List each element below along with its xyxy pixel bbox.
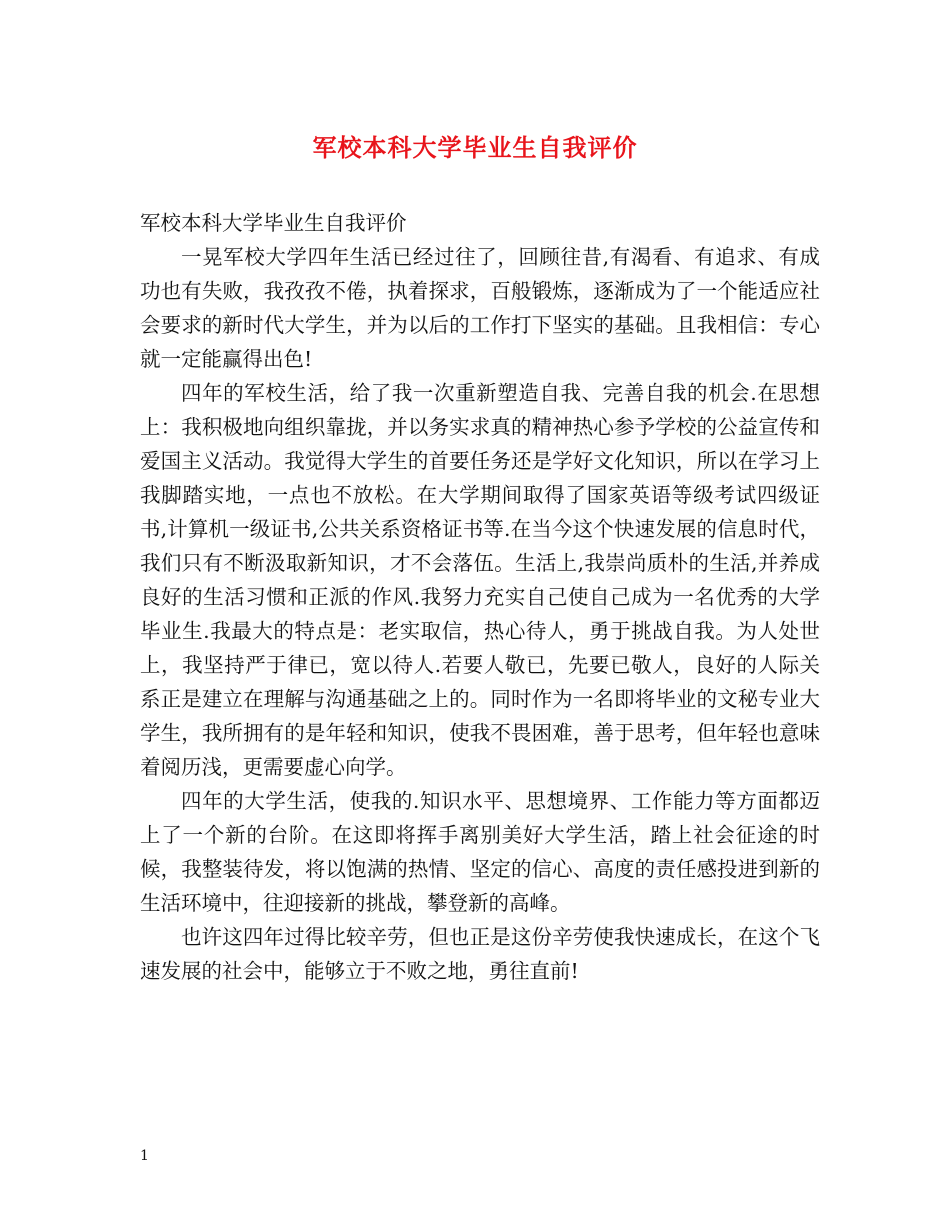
document-title: 军校本科大学毕业生自我评价 [312,133,638,162]
page-number: 1 [140,1148,149,1164]
paragraph-3: 四年的大学生活，使我的.知识水平、思想境界、工作能力等方面都迈上了一个新的台阶。在这即将挥手离别美好大学生活，踏上社会征途的时候，我整装待发，将以饱满的热情、坚定的信心、高度的责任感投进到新的生活环境中，往迎接新的挑战，攀登新的高峰。 [140,789,820,915]
paragraph-2: 四年的军校生活，给了我一次重新塑造自我、完善自我的机会.在思想上：我积极地向组织靠拢，并以务实求真的精神热心参予学校的公益宣传和爱国主义活动。我觉得大学生的首要任务还是学好文化知识，所以在学习上我脚踏实地，一点也不放松。在大学期间取得了国家英语等级考试四级证书,计算机一级证书,公共关系资格证书等.在当今这个快速发展的信息时代，我们只有不断汲取新知识，才不会落伍。生活上,我崇尚质朴的生活,并养成良好的生活习惯和正派的作风.我努力充实自己使自己成为一名优秀的大学毕业生.我最大的特点是：老实取信，热心待人，勇于挑战自我。为人处世上，我坚持严于律已，宽以待人.若要人敬已，先要已敬人，良好的人际关系正是建立在理解与沟通基础之上的。同时作为一名即将毕业的文秘专业大学生，我所拥有的是年轻和知识，使我不畏困难，善于思考，但年轻也意味着阅历浅，更需要虚心向学。 [140,381,820,779]
body-subtitle: 军校本科大学毕业生自我评价 [140,211,407,235]
paragraph-4: 也许这四年过得比较辛劳，但也正是这份辛劳使我快速成长，在这个飞速发展的社会中，能够立于不败之地，勇往直前! [140,925,820,983]
paragraph-1: 一晃军校大学四年生活已经过往了，回顾往昔,有渴看、有追求、有成功也有失败，我孜孜不倦，执着探求，百般锻炼，逐渐成为了一个能适应社会要求的新时代大学生，并为以后的工作打下坚实的基础。且我相信：专心就一定能赢得出色! [140,245,820,371]
document-body [140,206,820,988]
